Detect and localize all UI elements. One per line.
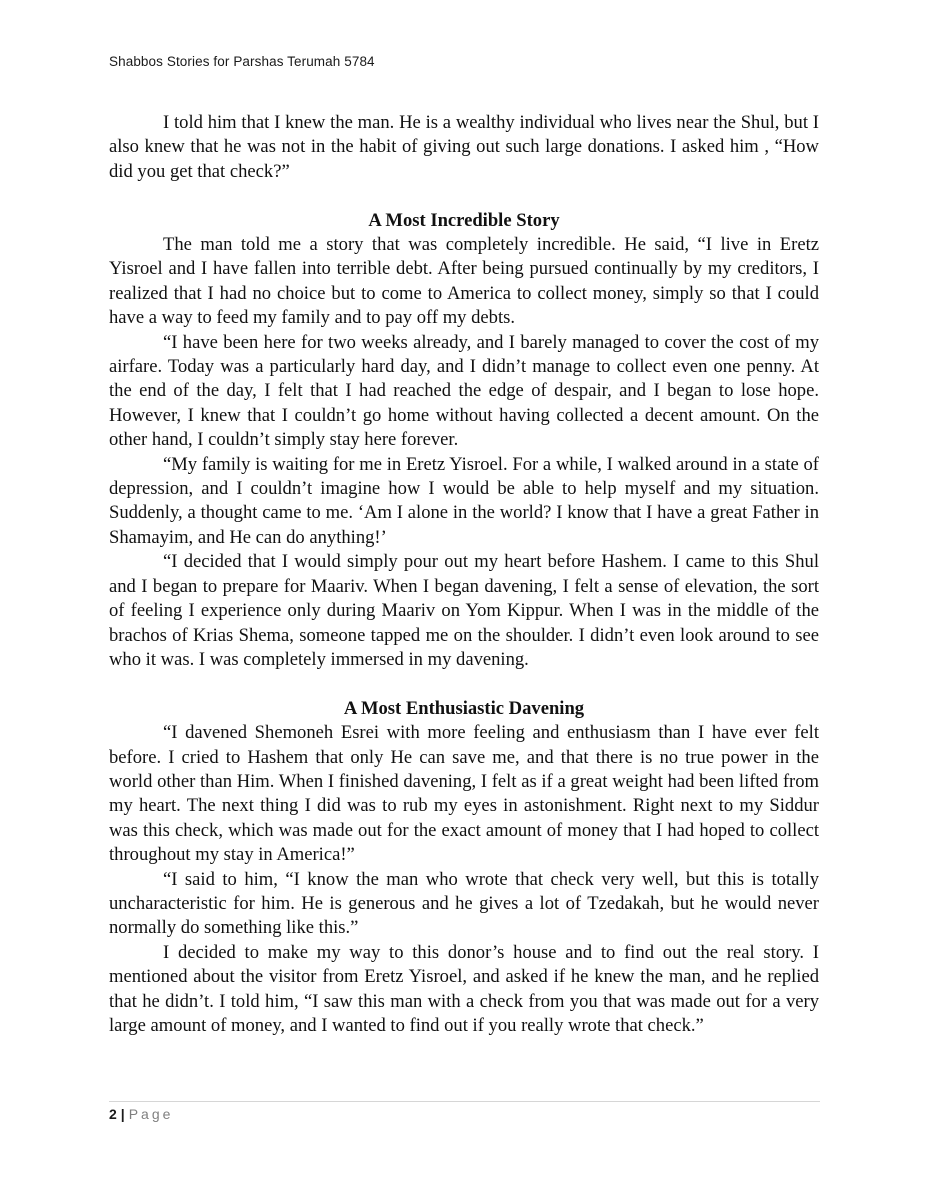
paragraph: “My family is waiting for me in Eretz Yisroel. For a while, I walked around in a state of depression, and I couldn’t imagine how I would be able to help myself and my situation. Suddenly, a thought came to me. ‘Am I alone in the world? I know that I have a great Father in Shamayim, and He can do anything!’: [109, 453, 819, 548]
paragraph: “I said to him, “I know the man who wrote that check very well, but this is totally uncharacteristic for him. He is generous and he gives a lot of Tzedakah, but he would never normally do something like this.”: [109, 868, 819, 939]
section-spacer: [109, 672, 819, 696]
paragraph: “I decided that I would simply pour out my heart before Hashem. I came to this Shul and I began to prepare for Maariv. When I began davening, I felt a sense of elevation, the sort of feeling I experience only during Maariv on Yom Kippur. When I was in the middle of the brachos of Krias Shema, someone tapped me on the shoulder. I didn’t even look around to see who it was. I was completely immersed in my davening.: [109, 551, 819, 670]
paragraph: The man told me a story that was completely incredible. He said, “I live in Eretz Yisroel and I have fallen into terrible debt. After being pursued continually by my creditors, I realized that I had no choice but to come to America to collect money, simply so that I could have a way to feed my family and to pay off my debts.: [109, 234, 819, 329]
intro-paragraph: I told him that I knew the man. He is a wealthy individual who lives near the Shul, but I also knew that he was not in the habit of giving out such large donations. I asked him , “How did you get that check?”: [109, 112, 819, 182]
page-number: 2: [109, 1106, 117, 1122]
paragraph: “I davened Shemoneh Esrei with more feeling and enthusiasm than I have ever felt before. I cried to Hashem that only He can save me, and that there is no true power in the world other than Him. When I finished davening, I felt as if a great weight had been lifted from my heart. The next thing I did was to rub my eyes in astonishment. Right next to my Siddur was this check, which was made out for the exact amount of money that I had hoped to collect throughout my stay in America!”: [109, 722, 819, 866]
page-label: Page: [128, 1106, 174, 1122]
paragraph: “I have been here for two weeks already, and I barely managed to cover the cost of my airfare. Today was a particularly hard day, and I didn’t manage to collect even one penny. At the end of the day, I felt that I had reached the edge of despair, and I began to lose hope. However, I knew that I couldn’t go home without having collected a decent amount. On the other hand, I couldn’t simply stay here forever.: [109, 331, 819, 451]
section-spacer: [109, 184, 819, 208]
page-footer: [109, 1106, 173, 1122]
page-body: [109, 111, 819, 1038]
footer-divider: [109, 1101, 820, 1102]
section-heading-incredible-story: A Most Incredible Story: [368, 209, 560, 231]
footer-separator: |: [120, 1106, 125, 1122]
paragraph: I decided to make my way to this donor’s house and to find out the real story. I mentioned about the visitor from Eretz Yisroel, and asked if he knew the man, and he replied that he didn’t. I told him, “I saw this man with a check from you that was made out for a very large amount of money, and I wanted to find out if you really wrote that check.”: [109, 941, 819, 1036]
running-header: Shabbos Stories for Parshas Terumah 5784: [109, 54, 375, 69]
section-heading-enthusiastic-davening: A Most Enthusiastic Davening: [343, 697, 585, 719]
